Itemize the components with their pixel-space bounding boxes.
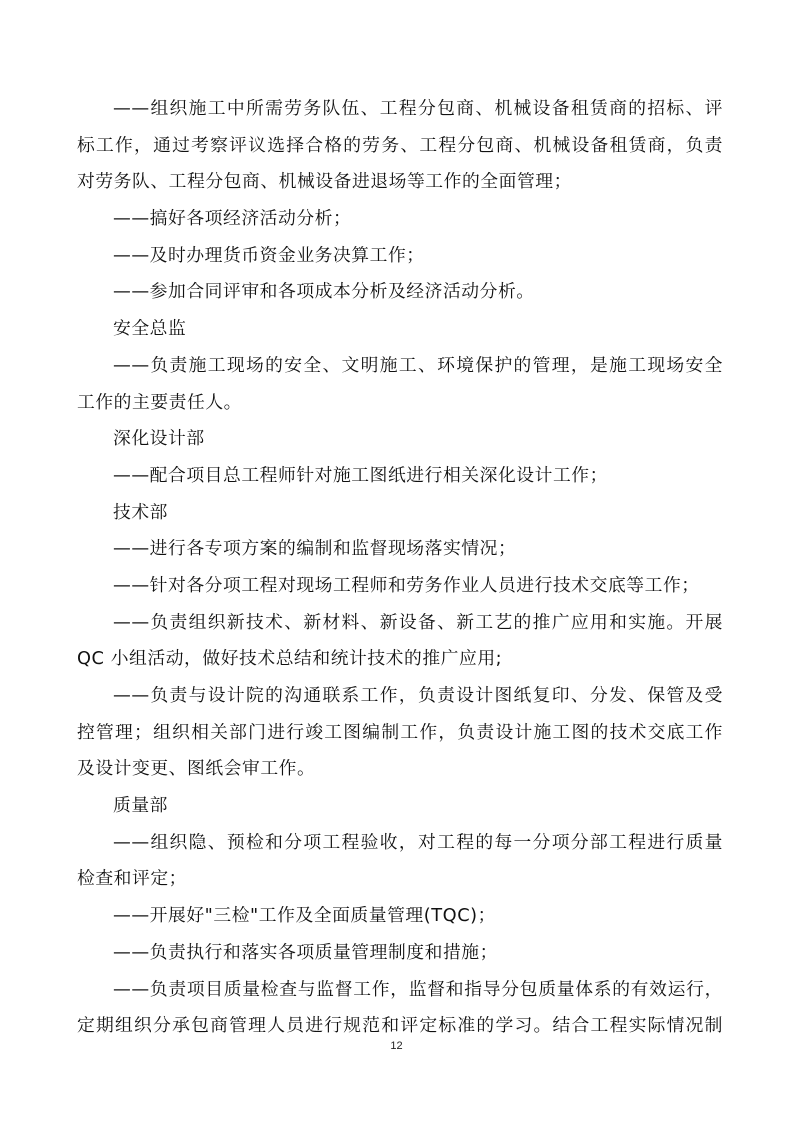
text-line: ——搞好各项经济活动分析； <box>113 208 352 230</box>
text-line: QC 小组活动，做好技术总结和统计技术的推广应用; <box>77 648 503 670</box>
section-heading-safety: 安全总监 <box>113 318 187 340</box>
text-line: ——及时办理货币资金业务决算工作； <box>113 244 425 266</box>
text-line: ——参加合同评审和各项成本分析及经济活动分析。 <box>113 281 535 303</box>
section-heading-quality: 质量部 <box>113 795 168 817</box>
text-line: 标工作，通过考察评议选择合格的劳务、工程分包商、机械设备租赁商，负责 <box>77 134 723 156</box>
text-line: 定期组织分承包商管理人员进行规范和评定标准的学习。结合工程实际情况制 <box>77 1015 723 1037</box>
text-line: ——组织施工中所需劳务队伍、工程分包商、机械设备租赁商的招标、评 <box>113 98 723 119</box>
page-number: 12 <box>390 1040 403 1052</box>
text-line: 及设计变更、图纸会审工作。 <box>77 758 316 780</box>
text-line: 工作的主要责任人。 <box>77 391 242 413</box>
document-body <box>77 91 723 1045</box>
text-line: ——负责组织新技术、新材料、新设备、新工艺的推广应用和实施。开展 <box>113 611 723 633</box>
text-line: ——负责项目质量检查与监督工作，监督和指导分包质量体系的有效运行， <box>113 978 723 1000</box>
text-line: ——负责执行和落实各项质量管理制度和措施； <box>113 941 498 963</box>
section-heading-technical: 技术部 <box>113 501 168 523</box>
text-line: ——负责与设计院的沟通联系工作，负责设计图纸复印、分发、保管及受 <box>113 685 723 706</box>
text-line: ——开展好"三检"工作及全面质量管理(TQC)； <box>113 905 496 927</box>
text-line: ——进行各专项方案的编制和监督现场落实情况； <box>113 538 517 560</box>
text-line: 检查和评定； <box>77 868 187 890</box>
text-line: ——配合项目总工程师针对施工图纸进行相关深化设计工作； <box>113 464 608 486</box>
text-line: ——负责施工现场的安全、文明施工、环境保护的管理，是施工现场安全 <box>113 354 723 376</box>
text-line: ——针对各分项工程对现场工程师和劳务作业人员进行技术交底等工作； <box>113 574 700 596</box>
section-heading-design: 深化设计部 <box>113 428 205 450</box>
text-line: 对劳务队、工程分包商、机械设备进退场等工作的全面管理； <box>77 171 572 193</box>
text-line: 控管理；组织相关部门进行竣工图编制工作，负责设计施工图的技术交底工作 <box>77 721 723 743</box>
text-line: ——组织隐、预检和分项工程验收，对工程的每一分项分部工程进行质量 <box>113 831 723 853</box>
